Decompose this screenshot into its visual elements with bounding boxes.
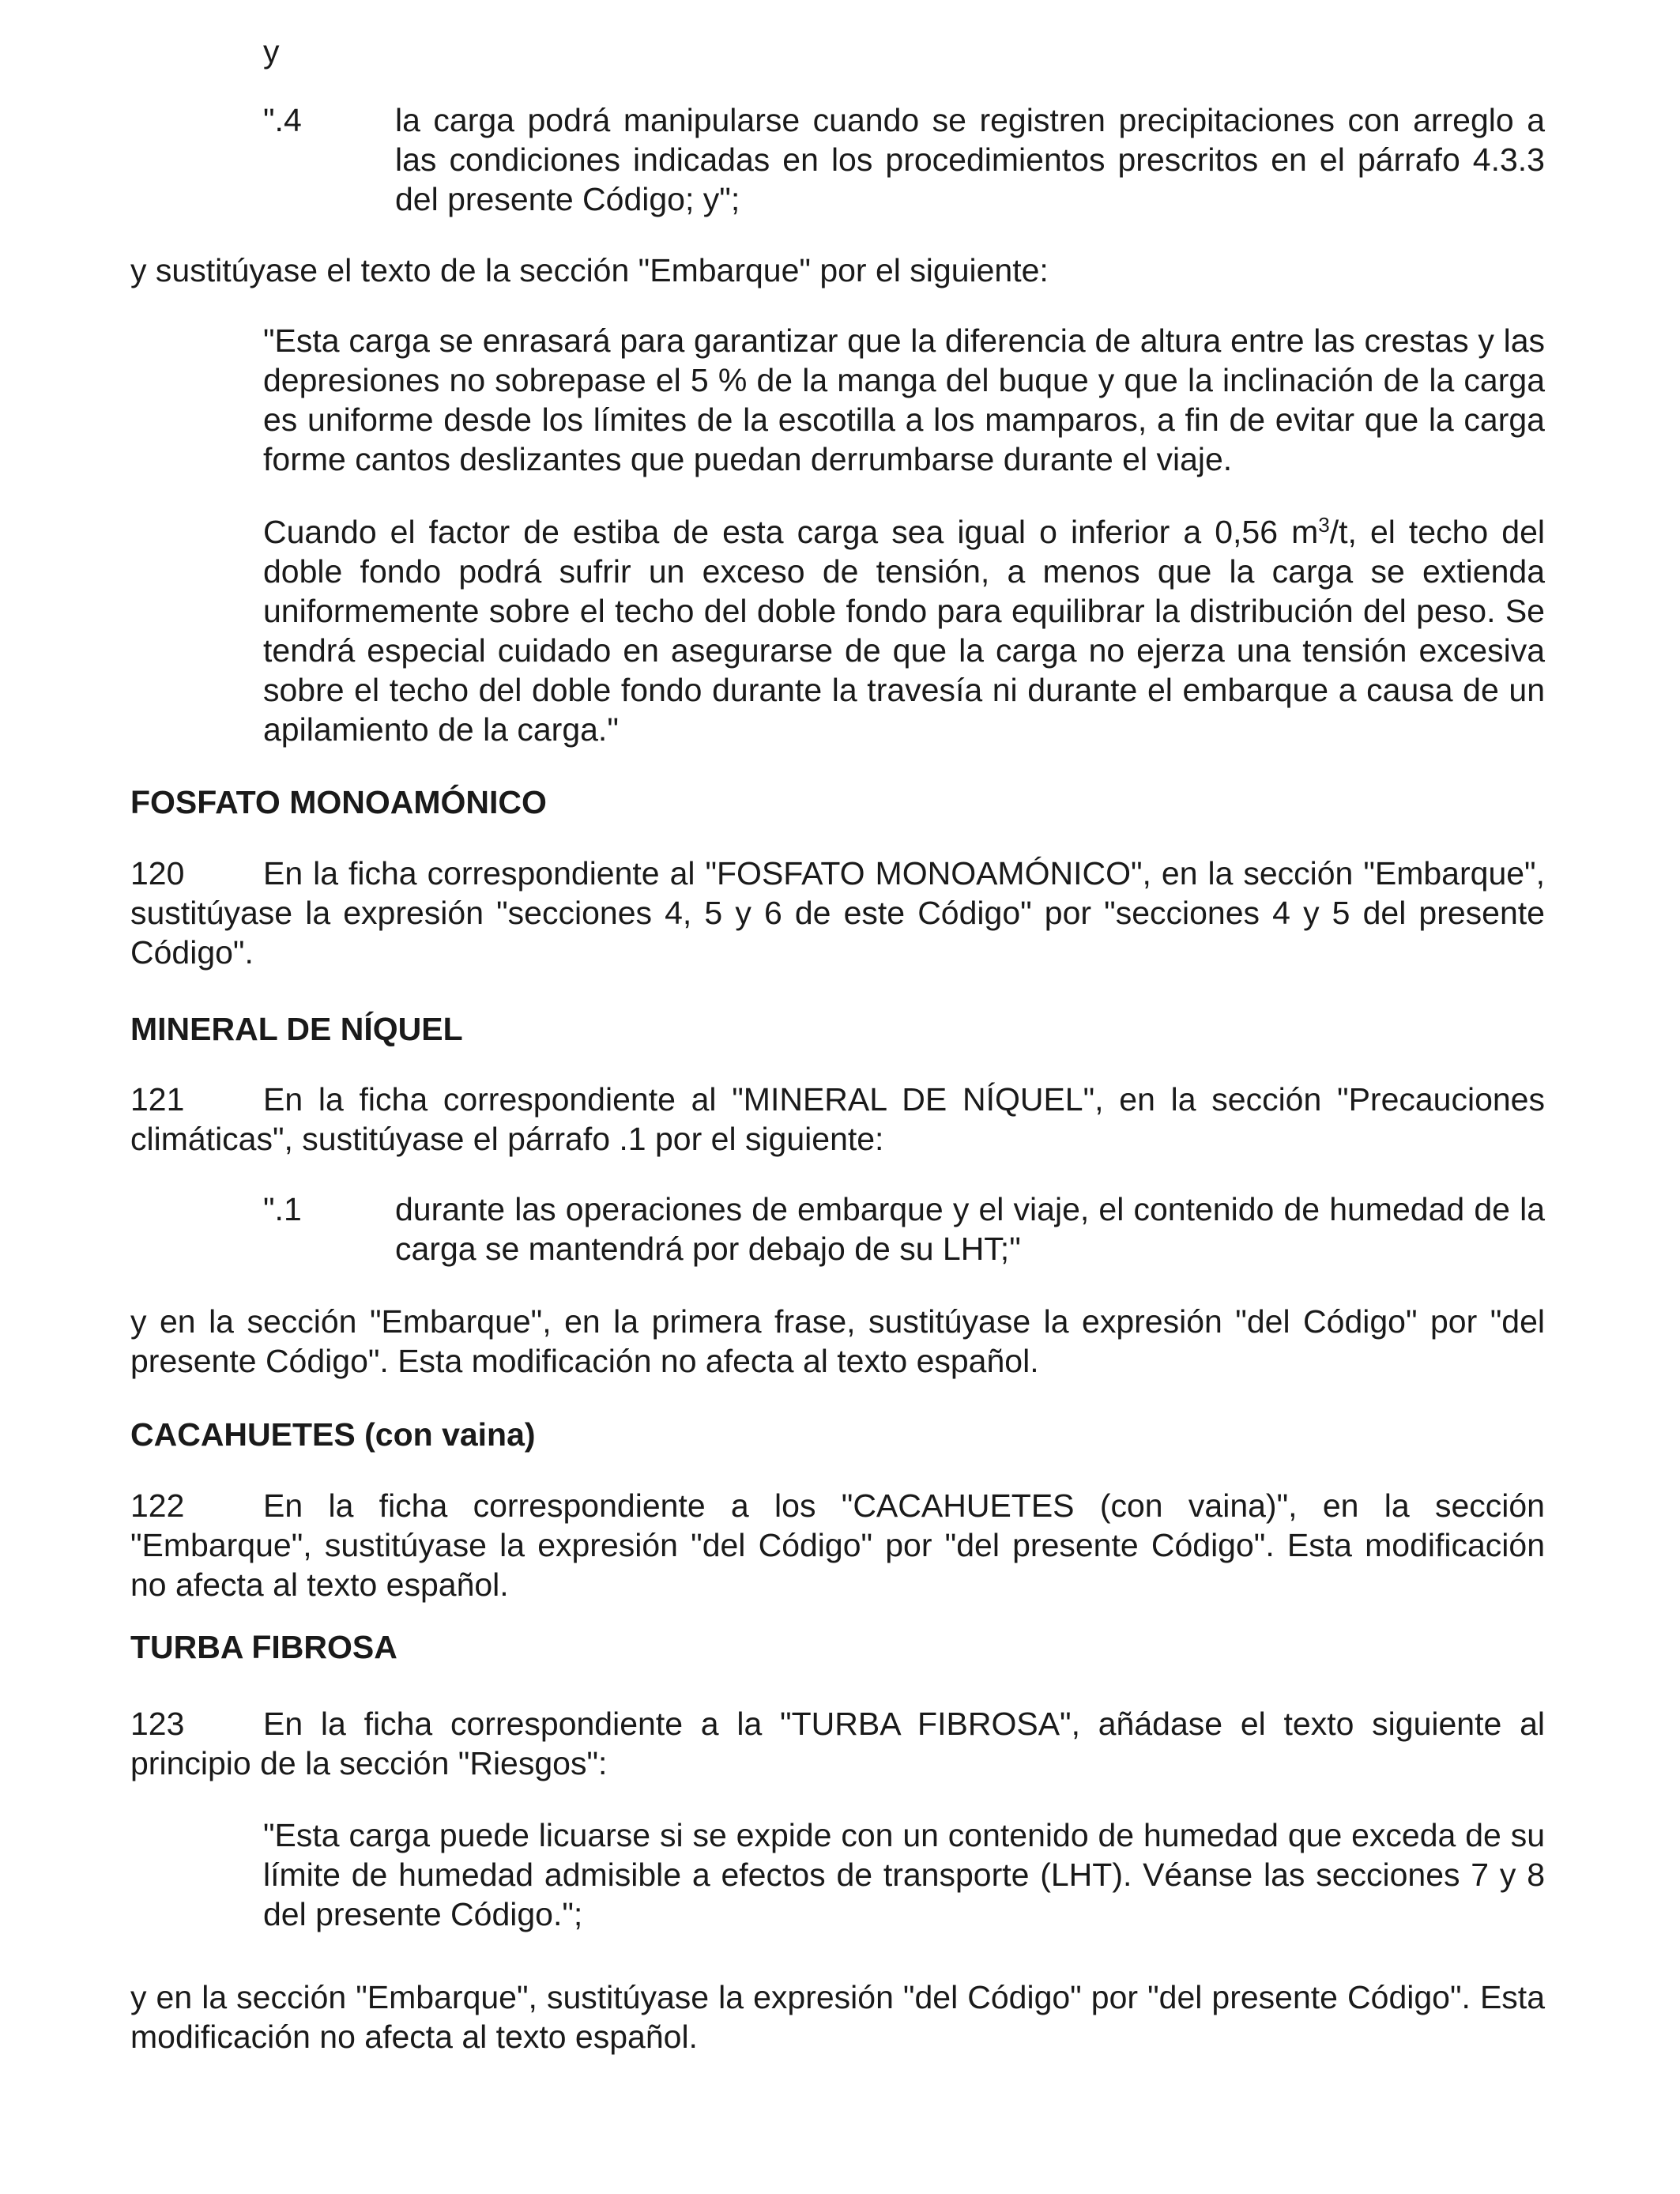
paragraph-number-121: 121 — [130, 1081, 185, 1118]
paragraph-text-122: En la ficha correspondiente a los "CACAHUETES (con vaina)", en la sección "Embarque", sustitúyase la expresión "del Código" por "del presente Código". Esta modificación no afecta al texto español. — [130, 1487, 1545, 1603]
paragraph-120 — [130, 854, 1545, 972]
turba-quote: "Esta carga puede licuarse si se expide con un contenido de humedad que exceda de su límite de humedad admisible a efectos de transporte (LHT). Véanse las secciones 7 y 8 del presente Código."; — [263, 1817, 1545, 1932]
item-4-text: la carga podrá manipularse cuando se registren precipitaciones con arreglo a las condiciones indicadas en los procedimientos prescritos en el párrafo 4.3.3 del presente Código; y"; — [395, 102, 1545, 217]
paragraph-number-122: 122 — [130, 1487, 185, 1524]
quote2-text-start: Cuando el factor de estiba de esta carga sea igual o inferior a 0,56 m — [263, 514, 1319, 550]
paragraph-number-120: 120 — [130, 855, 185, 892]
continuation-y: y — [263, 33, 280, 70]
turba-followup: y en la sección "Embarque", sustitúyase la expresión "del Código" por "del presente Código". Esta modificación no afecta al texto español. — [130, 1979, 1545, 2055]
embarque-quote-paragraph-2 — [263, 512, 1545, 749]
paragraph-122 — [130, 1486, 1545, 1604]
embarque-intro: y sustitúyase el texto de la sección "Embarque" por el siguiente: — [130, 252, 1049, 288]
heading-turba: TURBA FIBROSA — [130, 1629, 397, 1665]
item-1-text: durante las operaciones de embarque y el viaje, el contenido de humedad de la carga se mantendrá por debajo de su LHT;" — [395, 1191, 1545, 1267]
heading-niquel: MINERAL DE NÍQUEL — [130, 1011, 463, 1047]
quote2-text-end: /t, el techo del doble fondo podrá sufrir un exceso de tensión, a menos que la carga se extienda uniformemente sobre el techo del doble fondo para equilibrar la distribución del peso. Se tendrá especial cuidado en asegurarse de que la carga no ejerza una tensión excesiva sobre el techo del doble fondo durante la travesía ni durante el embarque a causa de un apilamiento de la carga." — [263, 514, 1545, 748]
niquel-followup: y en la sección "Embarque", en la primera frase, sustitúyase la expresión "del Código" por "del presente Código". Esta modificación no afecta al texto español. — [130, 1303, 1545, 1379]
cubic-superscript: 3 — [1318, 513, 1330, 537]
heading-cacahuetes: CACAHUETES (con vaina) — [130, 1416, 536, 1453]
paragraph-121 — [130, 1080, 1545, 1159]
heading-fosfato: FOSFATO MONOAMÓNICO — [130, 784, 547, 820]
paragraph-123 — [130, 1704, 1545, 1783]
paragraph-text-120: En la ficha correspondiente al "FOSFATO MONOAMÓNICO", en la sección "Embarque", sustitúyase la expresión "secciones 4, 5 y 6 de este Código" por "secciones 4 y 5 del presente Código". — [130, 855, 1545, 971]
item-4-number: ".4 — [263, 102, 302, 138]
paragraph-text-121: En la ficha correspondiente al "MINERAL DE NÍQUEL", en la sección "Precauciones climáticas", sustitúyase el párrafo .1 por el siguiente: — [130, 1081, 1545, 1157]
paragraph-number-123: 123 — [130, 1706, 185, 1742]
paragraph-text-123: En la ficha correspondiente a la "TURBA FIBROSA", añádase el texto siguiente al principio de la sección "Riesgos": — [130, 1706, 1545, 1781]
embarque-quote-paragraph-1: "Esta carga se enrasará para garantizar que la diferencia de altura entre las crestas y las depresiones no sobrepase el 5 % de la manga del buque y que la inclinación de la carga es uniforme desde los límites de la escotilla a los mamparos, a fin de evitar que la carga forme cantos deslizantes que puedan derrumbarse durante el viaje. — [263, 322, 1545, 477]
item-1-number: ".1 — [263, 1191, 302, 1227]
